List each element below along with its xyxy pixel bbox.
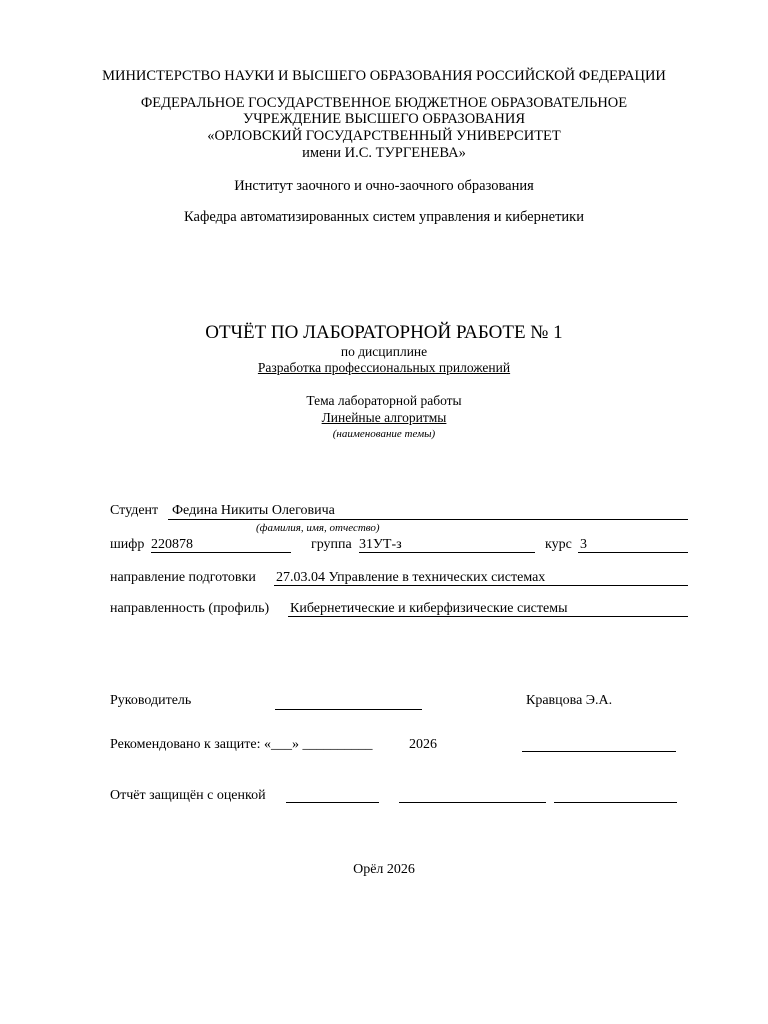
course-underline <box>578 552 688 553</box>
direction-value: 27.03.04 Управление в технических системах <box>276 570 546 585</box>
cipher-value: 220878 <box>151 537 193 552</box>
discipline-name: Разработка профессиональных приложений <box>257 360 511 375</box>
org-line-4: имени И.С. ТУРГЕНЕВА» <box>302 145 466 161</box>
report-title: ОТЧЁТ ПО ЛАБОРАТОРНОЙ РАБОТЕ № 1 <box>205 322 563 343</box>
student-name-underline <box>168 519 688 520</box>
student-name-caption: (фамилия, имя, отчество) <box>256 522 380 534</box>
group-underline <box>359 552 535 553</box>
student-name: Федина Никиты Олеговича <box>172 503 335 518</box>
topic-label: Тема лабораторной работы <box>306 393 462 408</box>
direction-label: направление подготовки <box>110 570 256 585</box>
group-value: 31УТ-з <box>359 537 402 552</box>
course-value: 3 <box>580 537 587 552</box>
course-label: курс <box>545 537 572 552</box>
grade-name-line <box>554 802 677 803</box>
topic-name: Линейные алгоритмы <box>321 410 447 425</box>
supervisor-name: Кравцова Э.А. <box>526 693 613 708</box>
org-line-3: «ОРЛОВСКИЙ ГОСУДАРСТВЕННЫЙ УНИВЕРСИТЕТ <box>207 128 561 144</box>
student-label: Студент <box>110 503 159 518</box>
group-label: группа <box>311 537 352 552</box>
supervisor-signature-line <box>275 709 422 710</box>
grade-line <box>286 802 379 803</box>
topic-caption: (наименование темы) <box>332 428 436 440</box>
institute-name: Институт заочного и очно-заочного образования <box>234 178 534 194</box>
profile-underline <box>288 616 688 617</box>
recommended-label: Рекомендовано к защите: «___» __________ <box>110 737 373 752</box>
grade-label: Отчёт защищён с оценкой <box>110 788 266 803</box>
grade-signature-line <box>399 802 546 803</box>
supervisor-label: Руководитель <box>110 693 192 708</box>
org-line-1: ФЕДЕРАЛЬНОЕ ГОСУДАРСТВЕННОЕ БЮДЖЕТНОЕ ОБРАЗОВАТЕЛЬНОЕ <box>140 95 628 111</box>
cipher-underline <box>151 552 291 553</box>
recommended-year: 2026 <box>409 737 437 752</box>
department-name: Кафедра автоматизированных систем управления и кибернетики <box>184 209 584 225</box>
org-line-2: УЧРЕЖДЕНИЕ ВЫСШЕГО ОБРАЗОВАНИЯ <box>242 111 526 127</box>
recommended-signature-line <box>522 751 676 752</box>
city-year: Орёл 2026 <box>353 862 415 877</box>
direction-underline <box>274 585 688 586</box>
profile-label: направленность (профиль) <box>110 601 270 616</box>
profile-value: Кибернетические и киберфизические системы <box>290 601 568 616</box>
ministry-line: МИНИСТЕРСТВО НАУКИ И ВЫСШЕГО ОБРАЗОВАНИЯ РОССИЙСКОЙ ФЕДЕРАЦИИ <box>102 68 666 84</box>
cipher-label: шифр <box>110 537 145 552</box>
discipline-label: по дисциплине <box>340 344 428 359</box>
